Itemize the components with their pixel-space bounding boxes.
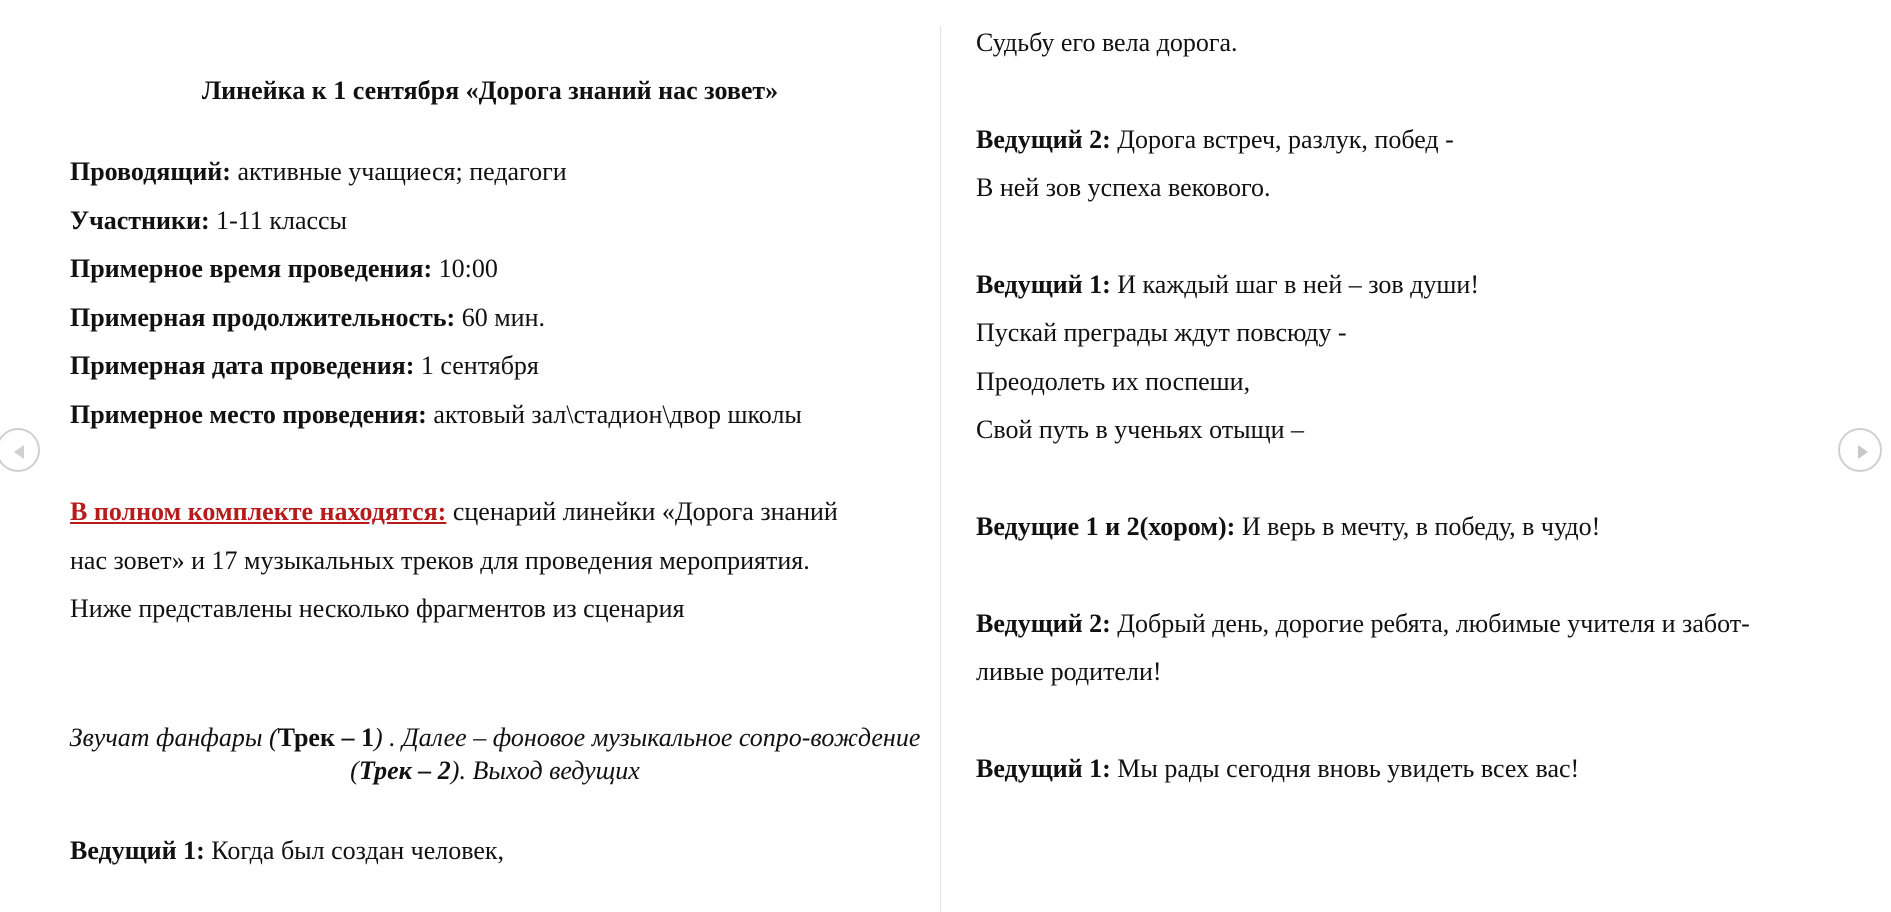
full-kit-link[interactable]: В полном комплекте находятся:: [70, 497, 447, 526]
speech-text: Дорога встреч, разлук, побед -: [1110, 125, 1454, 154]
meta-value: 1 сентября: [414, 351, 539, 380]
speech-line: [976, 754, 1579, 784]
next-page-button[interactable]: [1838, 428, 1882, 472]
poem-line: Судьбу его вела дорога.: [976, 28, 1238, 57]
meta-label: Примерная продолжительность:: [70, 303, 456, 332]
poem-line: В ней зов успеха векового.: [976, 173, 1271, 202]
meta-participants: [70, 206, 347, 236]
speech-text: Добрый день, дорогие ребята, любимые учителя и забот-: [1110, 609, 1750, 638]
speaker-label: Ведущий 2:: [976, 609, 1111, 638]
left-page: [0, 0, 940, 912]
kit-paragraph-line-2: нас зовет» и 17 музыкальных треков для проведения мероприятия.: [70, 546, 810, 575]
stage-text: ) . Далее – фоновое музыкальное сопро-вождение (: [350, 723, 921, 785]
meta-value: актовый зал\стадион\двор школы: [426, 400, 802, 429]
meta-value: 10:00: [432, 254, 498, 283]
speaker-label: Ведущие 1 и 2(хором):: [976, 512, 1236, 541]
meta-time: [70, 254, 498, 284]
speaker-label: Ведущий 1:: [976, 754, 1111, 783]
meta-conductor: [70, 157, 567, 187]
speaker-label: Ведущий 1:: [976, 270, 1111, 299]
meta-label: Примерное время проведения:: [70, 254, 433, 283]
speech-text: Когда был создан человек,: [204, 836, 505, 865]
speech-line: [976, 512, 1600, 542]
speaker-label: Ведущий 2:: [976, 125, 1111, 154]
chevron-left-icon: [0, 430, 42, 474]
page-divider: [940, 26, 941, 912]
meta-value: 1-11 классы: [209, 206, 348, 235]
kit-paragraph-line-1: [70, 497, 838, 527]
previous-page-button[interactable]: [0, 428, 40, 472]
meta-value: 60 мин.: [455, 303, 545, 332]
speech-text: Мы рады сегодня вновь увидеть всех вас!: [1110, 754, 1580, 783]
meta-label: Участники:: [70, 206, 210, 235]
meta-value: активные учащиеся; педагоги: [230, 157, 567, 186]
chevron-right-icon: [1840, 430, 1884, 474]
kit-text: сценарий линейки «Дорога знаний: [446, 497, 838, 526]
meta-label: Примерное место проведения:: [70, 400, 427, 429]
speech-text: И каждый шаг в ней – зов души!: [1110, 270, 1479, 299]
speech-line: [976, 270, 1479, 300]
speaker-label: Ведущий 1:: [70, 836, 205, 865]
speech-line: [70, 836, 504, 866]
speech-line-continued: ливые родители!: [976, 657, 1162, 686]
poem-line: Пускай преграды ждут повсюду -: [976, 318, 1347, 347]
meta-label: Примерная дата проведения:: [70, 351, 415, 380]
stage-text: Звучат фанфары (: [69, 723, 278, 752]
meta-duration: [70, 303, 545, 333]
speech-text: И верь в мечту, в победу, в чудо!: [1235, 512, 1601, 541]
document-title: Линейка к 1 сентября «Дорога знаний нас зовет»: [201, 76, 779, 105]
speech-line: [976, 125, 1454, 155]
speech-line: [976, 609, 1750, 639]
kit-paragraph-line-3: Ниже представлены несколько фрагментов из сценария: [70, 594, 685, 623]
meta-date: [70, 351, 539, 381]
track-ref: Трек – 1: [277, 723, 374, 752]
stage-direction: [60, 721, 930, 787]
stage-text: ). Выход ведущих: [450, 756, 640, 785]
right-page: [942, 0, 1891, 912]
poem-line: Преодолеть их поспеши,: [976, 367, 1251, 396]
meta-label: Проводящий:: [70, 157, 231, 186]
poem-line: Свой путь в ученьях отыщи –: [976, 415, 1305, 444]
meta-place: [70, 400, 802, 430]
track-ref: Трек – 2: [358, 756, 451, 785]
